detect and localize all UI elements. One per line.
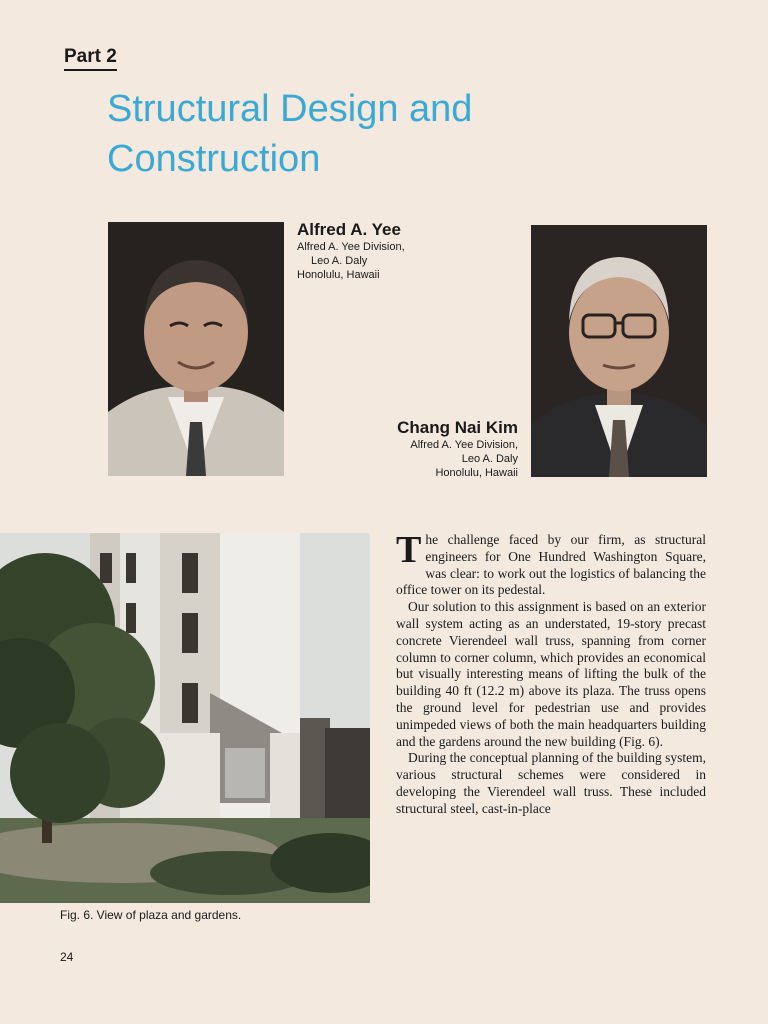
body-paragraph: Our solution to this assignment is based on an exterior wall system acting as an understated, 19-story precast concrete Vierendeel wall truss, spanning from corner column to corner column, which provides an economical but visually interesting means of lifting the bulk of the building 40 ft (12.2 m) above its plaza. The truss opens the ground level for pedestrian use and provides unimpeded views of both the main headquarters building and the gardens around the new building (Fig. 6). — [396, 599, 706, 749]
author-affiliation: Alfred A. Yee Division, — [410, 439, 518, 451]
article-title: Structural Design and Construction — [107, 88, 473, 180]
author-name: Chang Nai Kim — [397, 418, 518, 437]
drop-cap: T — [396, 529, 422, 571]
portrait-alfred-yee — [108, 222, 284, 476]
page-number: 24 — [60, 950, 74, 964]
author-affiliation: Leo A. Daly — [461, 453, 518, 465]
author-location: Honolulu, Hawaii — [435, 467, 518, 479]
article-body — [396, 529, 706, 818]
author-affiliation: Alfred A. Yee Division, — [297, 241, 405, 253]
author-block-kim — [397, 418, 518, 480]
part-label: Part 2 — [64, 46, 117, 71]
figure-caption: Fig. 6. View of plaza and gardens. — [60, 908, 242, 922]
author-block-yee — [297, 220, 405, 282]
author-affiliation: Leo A. Daly — [311, 255, 368, 267]
plaza-photo — [0, 533, 370, 903]
paragraph-text: he challenge faced by our firm, as structural engineers for One Hundred Washington Square, was clear: to work out the logistics of balancing the office tower on its pedestal. — [396, 532, 706, 598]
portrait-chang-kim — [531, 225, 707, 477]
body-paragraph: During the conceptual planning of the building system, various structural schemes were considered in developing the Vierendeel wall truss. These included structural steel, cast-in-place — [396, 750, 706, 816]
body-paragraph — [396, 529, 706, 599]
author-name: Alfred A. Yee — [297, 220, 401, 239]
author-location: Honolulu, Hawaii — [297, 269, 380, 281]
